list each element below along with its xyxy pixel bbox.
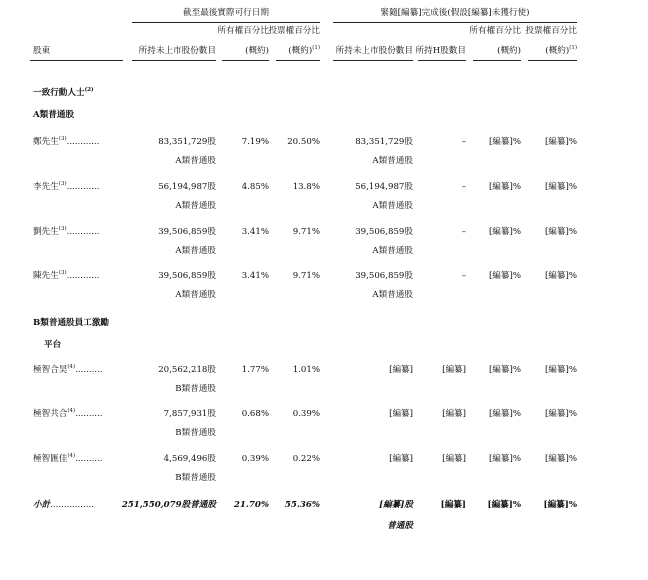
row-name [33, 454, 103, 465]
row-voting: 13.8% [292, 182, 320, 192]
row-shares: 7,857,931股 [163, 409, 216, 419]
header-ownership2-line2: (概約) [497, 46, 521, 56]
subtotal-shares: 251,550,079股普通股 [121, 500, 216, 510]
row-name [33, 271, 99, 282]
row-name-note: (3) [58, 270, 67, 276]
row-voting: 20.50% [287, 137, 320, 147]
header-group1-rule [132, 22, 320, 23]
row-name-text: 陳先生 [33, 271, 59, 281]
subtotal-ownership2: [編纂]% [487, 500, 521, 510]
header-col-rule-2 [132, 60, 216, 61]
row-ownership: 0.39% [241, 454, 269, 464]
row-name-text: 極智合昊 [33, 365, 68, 375]
row-shares: 39,506,859股 [158, 271, 216, 281]
row-shares: 83,351,729股 [158, 137, 216, 147]
row-ownership: 3.41% [241, 271, 269, 281]
row-shares2: 56,194,987股 [355, 182, 413, 192]
row-h-shares: – [461, 182, 466, 192]
row-ownership2: [編纂]% [488, 454, 521, 464]
row-voting2: [編纂]% [544, 182, 577, 192]
section1-title-text: 一致行動人士 [33, 88, 85, 98]
row-name-text: 劉先生 [33, 227, 59, 237]
header-voting2-line2-text: (概約) [545, 46, 570, 56]
row-name [33, 182, 99, 193]
subtotal-label-text: 小計 [33, 500, 51, 510]
row-ownership2: [編纂]% [488, 271, 521, 281]
subtotal-leader-dots: ................ [50, 500, 94, 510]
row-name [33, 137, 99, 148]
header-col-rule-5 [333, 60, 413, 61]
header-col-rule-8 [528, 60, 577, 61]
row-leader-dots: .......... [75, 454, 103, 464]
subtotal-voting: 55.36% [284, 500, 320, 510]
row-voting2: [編纂]% [544, 137, 577, 147]
row-voting: 0.39% [292, 409, 320, 419]
section1-subtitle: A類普通股 [33, 110, 75, 120]
row-shares: 56,194,987股 [158, 182, 216, 192]
row-voting: 9.71% [292, 271, 320, 281]
row-leader-dots: ............ [66, 182, 100, 192]
header-col-rule-6 [418, 60, 466, 61]
header-h-shares: 所持H股數目 [415, 46, 466, 56]
row-voting: 9.71% [292, 227, 320, 237]
row-share-class2: A類普通股 [372, 290, 413, 300]
row-ownership: 1.77% [241, 365, 269, 375]
row-h-shares: [編纂] [442, 365, 466, 375]
header-group1: 截至最後實際可行日期 [183, 8, 269, 18]
row-name-note: (3) [58, 136, 67, 142]
header-ownership2-line1: 所有權百分比 [469, 26, 521, 36]
row-name-note: (3) [58, 226, 67, 232]
row-shares2: 39,506,859股 [355, 227, 413, 237]
header-voting-line2 [262, 46, 320, 57]
header-ownership-line1: 所有權百分比 [217, 26, 269, 36]
row-voting2: [編纂]% [544, 454, 577, 464]
row-name [33, 227, 99, 238]
row-ownership2: [編纂]% [488, 182, 521, 192]
header-voting-note: (1) [312, 45, 320, 51]
row-share-class: A類普通股 [175, 201, 216, 211]
subtotal-shares2-line1: [編纂]股 [379, 500, 413, 510]
row-name-text: 極智共合 [33, 409, 68, 419]
row-name-text: 李先生 [33, 182, 59, 192]
row-shares2: 39,506,859股 [355, 271, 413, 281]
row-ownership2: [編纂]% [488, 409, 521, 419]
row-name [33, 409, 103, 420]
row-h-shares: [編纂] [442, 454, 466, 464]
row-name-text: 極智匯佳 [33, 454, 68, 464]
header-voting-line1: 投票權百分比 [268, 26, 320, 36]
row-shares2: [編纂] [389, 365, 413, 375]
header-col-rule-4 [276, 60, 320, 61]
header-shares2: 所持未上市股份數目 [335, 46, 413, 56]
row-voting: 0.22% [292, 454, 320, 464]
header-shareholder: 股東 [33, 46, 51, 56]
section2-title-line1: B類普通股員工激勵 [33, 318, 110, 328]
row-share-class: B類普通股 [175, 384, 216, 394]
header-group2: 緊隨[編纂]完成後(假設[編纂]未獲行使) [380, 8, 530, 18]
row-shares2: 83,351,729股 [355, 137, 413, 147]
header-voting2-note: (1) [569, 45, 577, 51]
row-shares: 20,562,218股 [158, 365, 216, 375]
row-leader-dots: ............ [66, 271, 100, 281]
row-h-shares: – [461, 227, 466, 237]
row-h-shares: – [461, 137, 466, 147]
row-name-note: (4) [67, 453, 76, 459]
row-shares: 4,569,496股 [163, 454, 216, 464]
row-leader-dots: ............ [66, 227, 100, 237]
row-voting: 1.01% [292, 365, 320, 375]
header-voting2-line1: 投票權百分比 [525, 26, 577, 36]
row-shares2: [編纂] [389, 454, 413, 464]
row-ownership2: [編纂]% [488, 365, 521, 375]
row-share-class2: A類普通股 [372, 246, 413, 256]
row-share-class2: A類普通股 [372, 201, 413, 211]
row-name-note: (4) [67, 364, 76, 370]
row-ownership: 3.41% [241, 227, 269, 237]
subtotal-h-shares: [編纂] [440, 500, 466, 510]
subtotal-voting2: [編纂]% [543, 500, 577, 510]
row-share-class: A類普通股 [175, 246, 216, 256]
header-group2-rule [333, 22, 577, 23]
row-share-class: A類普通股 [175, 156, 216, 166]
header-col-rule-7 [473, 60, 521, 61]
row-ownership2: [編纂]% [488, 227, 521, 237]
row-ownership: 4.85% [241, 182, 269, 192]
row-leader-dots: .......... [75, 409, 103, 419]
row-h-shares: – [461, 271, 466, 281]
row-leader-dots: .......... [75, 365, 103, 375]
row-name-note: (4) [67, 408, 76, 414]
section1-title [33, 88, 94, 99]
header-ownership-line2: (概約) [245, 46, 269, 56]
row-name-text: 鄭先生 [33, 137, 59, 147]
row-share-class: A類普通股 [175, 290, 216, 300]
row-share-class2: A類普通股 [372, 156, 413, 166]
row-ownership: 0.68% [241, 409, 269, 419]
header-voting2-line2 [515, 46, 577, 57]
row-ownership: 7.19% [241, 137, 269, 147]
row-voting2: [編纂]% [544, 227, 577, 237]
row-voting2: [編纂]% [544, 409, 577, 419]
row-shares2: [編纂] [389, 409, 413, 419]
row-name-note: (3) [58, 181, 67, 187]
row-share-class: B類普通股 [175, 473, 216, 483]
row-share-class: B類普通股 [175, 428, 216, 438]
header-voting-line2-text: (概約) [288, 46, 313, 56]
row-name [33, 365, 103, 376]
subtotal-label [33, 500, 94, 511]
row-voting2: [編纂]% [544, 365, 577, 375]
row-h-shares: [編纂] [442, 409, 466, 419]
row-shares: 39,506,859股 [158, 227, 216, 237]
row-voting2: [編纂]% [544, 271, 577, 281]
subtotal-ownership: 21.70% [233, 500, 269, 510]
subtotal-shares2-line2: 普通股 [387, 521, 413, 531]
section2-title-line2: 平台 [44, 340, 62, 350]
row-leader-dots: ............ [66, 137, 100, 147]
header-col-rule-1 [30, 60, 123, 61]
section1-note: (2) [84, 87, 94, 93]
row-ownership2: [編纂]% [488, 137, 521, 147]
header-shares: 所持未上市股份數目 [138, 46, 216, 56]
header-col-rule-3 [222, 60, 269, 61]
